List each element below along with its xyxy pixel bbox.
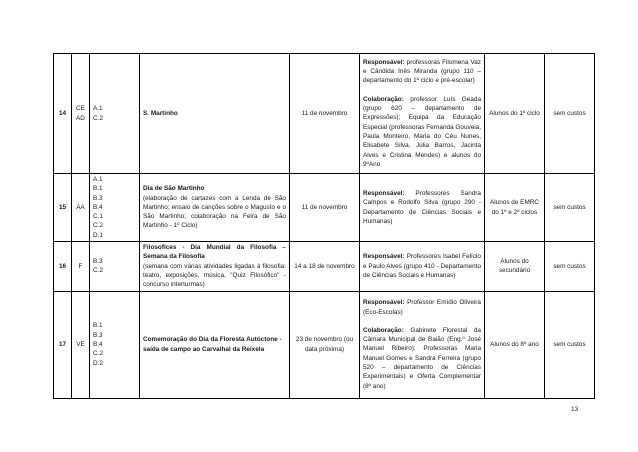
goal-code: A.1	[93, 105, 103, 113]
goal-code: C.2	[93, 222, 103, 230]
collaboration-text: professor Luís Geada (grupo 620 – departamento de Expressões); Equipa da Educação Especial (professoras Fernanda Gouveia, Paula Monteiro, Maria do Céu Nunes, Elisabete Silva, Júlia Barros, Jacinta Alves e Cristina Mendes) e alunos do 9ºAno	[363, 95, 481, 168]
table-row	[54, 54, 595, 174]
goal-code: B.1	[93, 322, 103, 330]
date-cell: 11 de novembro	[290, 174, 360, 242]
goal-code: D.1	[93, 231, 103, 239]
audience-cell: Alunos de EMRC do 1º e 2º ciclos	[485, 174, 545, 242]
cost-cell: sem custos	[545, 291, 595, 398]
goal-code: B.1	[93, 185, 103, 193]
collaboration-label: Colaboração:	[363, 95, 404, 103]
audience-cell: Alunos do 1º ciclo	[485, 54, 545, 174]
activity-description: (semana com várias atividades ligadas à filosofia: teatro, exposições, música, "Quiz Filosófico" - concurso interturmas)	[143, 262, 286, 289]
goal-code: C.2	[93, 267, 103, 275]
responsible-text: professoras Filomena Vaz e Cândida Inês Miranda (grupo 110 – departamento do 1º ciclo e pré-escolar)	[363, 58, 481, 85]
goal-code: D.2	[93, 359, 103, 367]
activity-number: 17	[54, 291, 72, 398]
collaboration-text: Gabinete Florestal da Câmara Municipal de Baião (Eng.º José Manuel Ribeiro); Professoras Maria Manuel Gomes e Sandra Ferreira (grupo 520 – departamento de Ciências Experimentais) e Oferta Complementar (8º ano)	[363, 326, 481, 390]
goal-code: B.3	[93, 258, 103, 266]
activity-cell	[140, 174, 290, 242]
cost-cell: sem custos	[545, 54, 595, 174]
goal-code: C.1	[93, 213, 103, 221]
responsible-text: Professores Isabel Felício e Paulo Alves (grupo 410 - Departamento de Ciências Sociais e Humanas)	[363, 253, 481, 279]
activity-number: 16	[54, 242, 72, 291]
audience-cell: Alunos do secundário	[485, 242, 545, 291]
activity-number: 15	[54, 174, 72, 242]
activity-title: Comemoração do Dia da Floresta Autóctone - saída de campo ao Carvalhal da Reixela	[143, 336, 282, 353]
activities-table	[53, 53, 595, 399]
date-cell: 11 de novembro	[290, 54, 360, 174]
responsible-cell	[360, 291, 485, 398]
goals-cell	[90, 174, 140, 242]
goal-code: B.3	[93, 331, 103, 339]
audience-cell: Alunos do 8º ano	[485, 291, 545, 398]
table-row	[54, 242, 595, 291]
activity-code: VE	[72, 291, 90, 398]
responsible-cell	[360, 174, 485, 242]
cost-cell: sem custos	[545, 174, 595, 242]
cost-cell: sem custos	[545, 242, 595, 291]
date-cell: 23 de novembro (ou data próxima)	[290, 291, 360, 398]
responsible-cell	[360, 54, 485, 174]
goal-code: A.1	[93, 176, 103, 183]
collaboration-label: Colaboração:	[363, 326, 404, 334]
responsible-label: Responsável:	[363, 299, 405, 307]
activity-cell	[140, 54, 290, 174]
table-row	[54, 291, 595, 398]
goal-code: B.4	[93, 340, 103, 348]
responsible-label: Responsável:	[363, 253, 405, 261]
activity-code: AA	[72, 174, 90, 242]
activity-title: S. Martinho	[143, 109, 178, 117]
activity-title: Dia de São Martinho	[143, 185, 205, 193]
goal-code: B.4	[93, 203, 103, 211]
responsible-label: Responsável:	[363, 58, 405, 66]
table-row	[54, 174, 595, 242]
responsible-cell	[360, 242, 485, 291]
goal-code: C.2	[93, 350, 103, 358]
page-number: 13	[571, 406, 579, 413]
activity-cell	[140, 291, 290, 398]
activity-description: (elaboração de cartazes com a Lenda de São Martinho; ensaio de canções sobre o Magusto e o São Martinho; colaboração na Feira de São Martinho - 1º Ciclo)	[143, 194, 286, 230]
activity-number: 14	[54, 54, 72, 174]
goals-cell	[90, 291, 140, 398]
goal-code: C.2	[93, 114, 103, 122]
activity-title: Filosofices - Dia Mundial da Filosofia – Semana da Filosofia	[143, 244, 286, 261]
activity-cell	[140, 242, 290, 291]
goals-cell	[90, 242, 140, 291]
responsible-label: Responsável:	[363, 189, 405, 197]
responsible-text: Professores Sandra Campos e Rodolfo Silva (grupo 290 - Departamento de Ciências Sociais e Humanas)	[363, 189, 481, 225]
date-cell: 14 a 18 de novembro	[290, 242, 360, 291]
activity-code: CE AD	[72, 54, 90, 174]
activity-code: F	[72, 242, 90, 291]
responsible-text: Professor Emídio Oliveira (Eco-Escolas)	[363, 299, 481, 316]
goal-code: B.3	[93, 194, 103, 202]
goals-cell	[90, 54, 140, 174]
